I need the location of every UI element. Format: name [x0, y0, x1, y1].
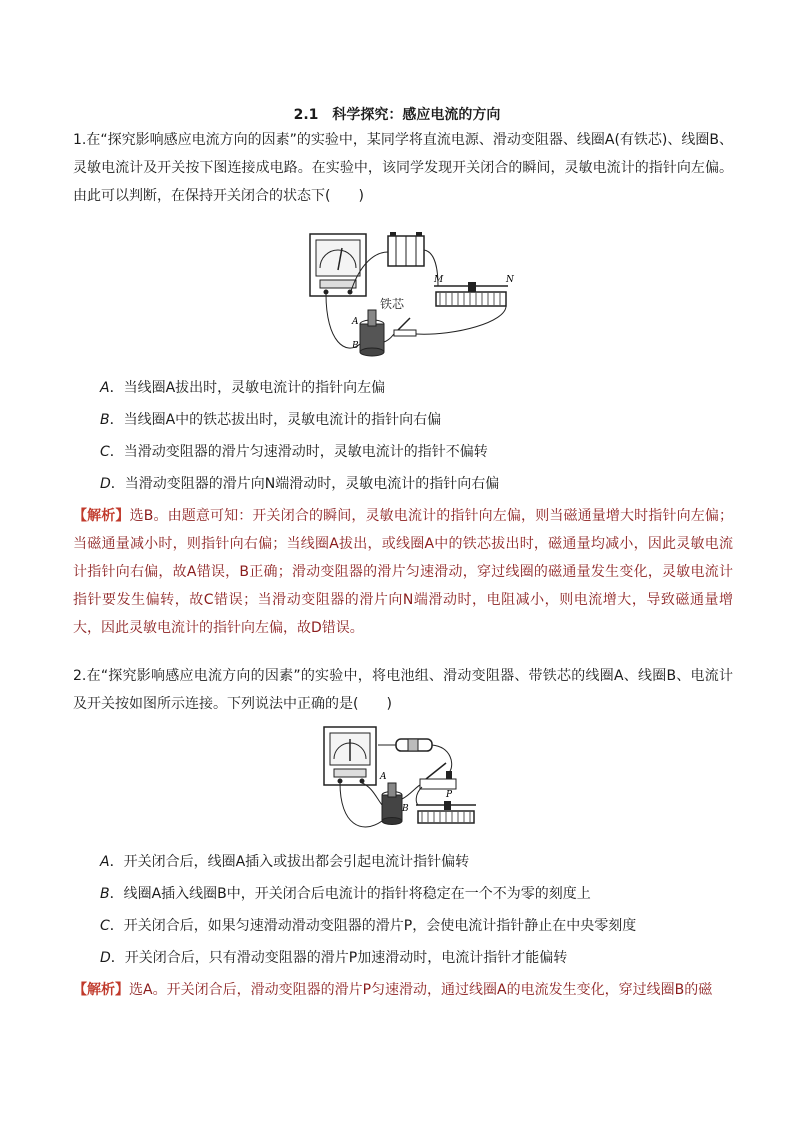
- rheostat-icon: [434, 282, 508, 306]
- galvanometer-icon: [310, 234, 366, 296]
- switch-icon: [420, 763, 456, 789]
- label-m: M: [434, 275, 444, 285]
- question-1-analysis: [73, 502, 733, 642]
- galvanometer-icon: [324, 727, 376, 785]
- question-1-stem: 1.在“探究影响感应电流方向的因素”的实验中，某同学将直流电源、滑动变阻器、线圈A(有铁芯)、线圈B、灵敏电流计及开关按下图连接成电路。在实验中，该同学发现开关闭合的瞬间，灵敏电流计的指针向左偏。由此可以判断，在保持开关闭合的状态下( ): [73, 132, 733, 204]
- q1-option-d: D．当滑动变阻器的滑片向N端滑动时，灵敏电流计的指针向右偏: [100, 476, 500, 492]
- analysis-tag: 【解析】: [73, 982, 129, 998]
- analysis-tag: 【解析】: [73, 508, 130, 524]
- label-a: A: [352, 317, 359, 327]
- q2-option-c: C．开关闭合后，如果匀速滑动滑动变阻器的滑片P，会使电流计指针静止在中央零刻度: [100, 918, 637, 934]
- circuit-diagram-2: [322, 725, 482, 845]
- circuit-diagram-1: [306, 232, 526, 362]
- coil-icon: [382, 783, 402, 825]
- rheostat-icon: [416, 801, 476, 823]
- q2-option-a: A．开关闭合后，线圈A插入或拔出都会引起电流计指针偏转: [100, 854, 470, 870]
- battery-icon: [396, 739, 432, 751]
- question-2-analysis: [73, 976, 733, 1004]
- label-n: N: [506, 275, 514, 285]
- question-1-figure: [306, 232, 526, 362]
- label-b: B: [352, 341, 359, 351]
- q2-option-b: B．线圈A插入线圈B中，开关闭合后电流计的指针将稳定在一个不为零的刻度上: [100, 886, 591, 902]
- label-a: A: [380, 772, 387, 782]
- battery-icon: [388, 232, 424, 266]
- q1-option-c: C．当滑动变阻器的滑片匀速滑动时，灵敏电流计的指针不偏转: [100, 444, 488, 460]
- analysis-text: 选B。由题意可知：开关闭合的瞬间，灵敏电流计的指针向左偏，则当磁通量增大时指针向左偏；当磁通量减小时，则指针向右偏；当线圈A拔出，或线圈A中的铁芯拔出时，磁通量均减小，因此灵敏电流计指针向右偏，故A错误，B正确；滑动变阻器的滑片匀速滑动，穿过线圈的磁通量发生变化，灵敏电流计指针要发生偏转，故C错误；当滑动变阻器的滑片向N端滑动时，电阻减小，则电流增大，导致磁通量增大，因此灵敏电流计的指针向左偏，故D错误。: [73, 508, 733, 636]
- question-2-figure: [322, 725, 482, 845]
- q2-option-d: D．开关闭合后，只有滑动变阻器的滑片P加速滑动时，电流计指针才能偏转: [100, 950, 568, 966]
- label-iron-core: 铁芯: [380, 297, 405, 311]
- page-title: 2.1 科学探究：感应电流的方向: [293, 107, 501, 123]
- label-p: P: [446, 790, 453, 800]
- coil-icon: [360, 310, 384, 356]
- q1-option-a: A．当线圈A拔出时，灵敏电流计的指针向左偏: [100, 380, 386, 396]
- analysis-text: 选A。开关闭合后，滑动变阻器的滑片P匀速滑动，通过线圈A的电流发生变化，穿过线圈B的磁: [129, 982, 713, 998]
- switch-icon: [394, 318, 416, 336]
- label-b: B: [402, 804, 409, 814]
- question-2-stem: 2.在“探究影响感应电流方向的因素”的实验中，将电池组、滑动变阻器、带铁芯的线圈A、线圈B、电流计及开关按如图所示连接。下列说法中正确的是( ): [73, 668, 733, 712]
- q1-option-b: B．当线圈A中的铁芯拔出时，灵敏电流计的指针向右偏: [100, 412, 442, 428]
